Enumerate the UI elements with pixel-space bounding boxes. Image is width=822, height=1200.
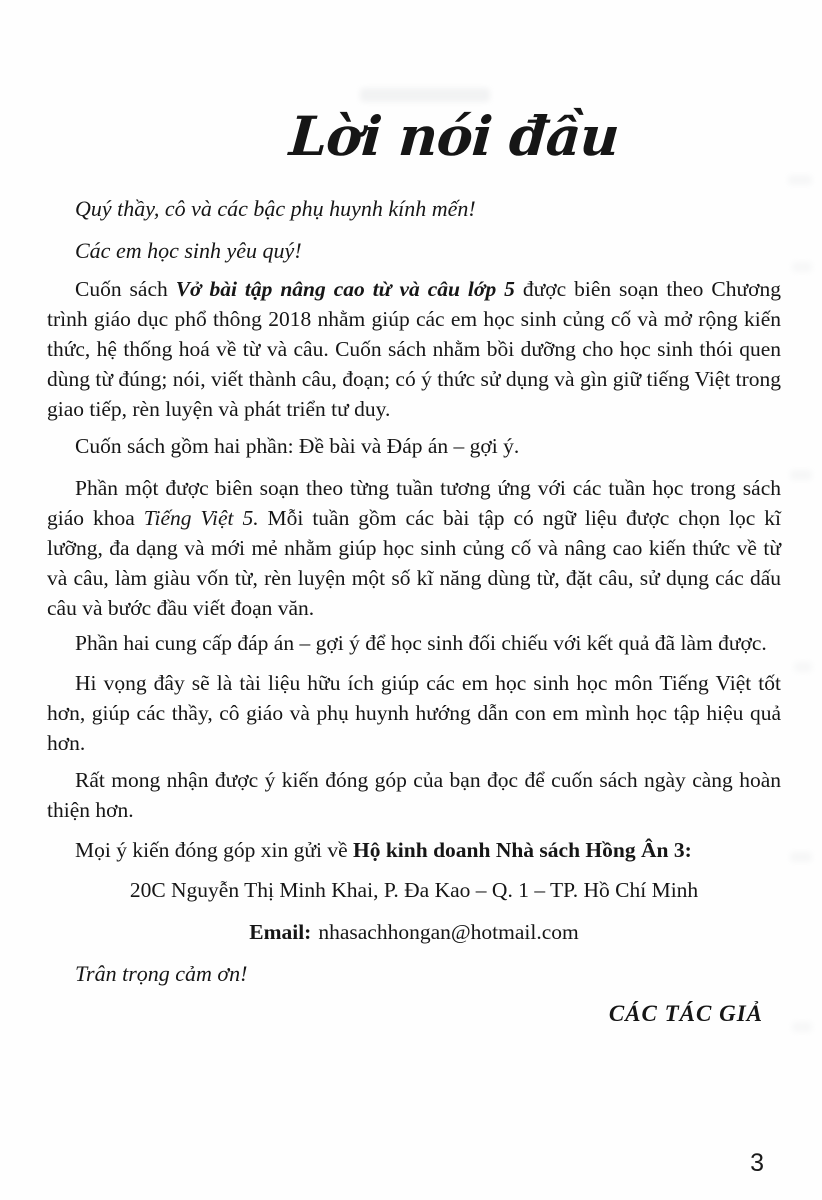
scan-bleed-artifact bbox=[792, 262, 812, 272]
page-content bbox=[47, 0, 781, 1029]
contact-pre: Mọi ý kiến đóng góp xin gửi về bbox=[75, 838, 353, 862]
authors-signature: CÁC TÁC GIẢ bbox=[608, 1001, 763, 1026]
greeting-students: Các em học sinh yêu quý! bbox=[75, 238, 302, 263]
email-line bbox=[47, 917, 781, 947]
closing-thanks: Trân trọng cảm ơn! bbox=[75, 961, 248, 986]
address-line: 20C Nguyễn Thị Minh Khai, P. Đa Kao – Q. 1 – TP. Hồ Chí Minh bbox=[129, 878, 699, 902]
page-number: 3 bbox=[750, 1149, 764, 1177]
greeting-teachers-parents: Quý thầy, cô và các bậc phụ huynh kính mến! bbox=[75, 196, 476, 221]
page-title: Lời nói đầu bbox=[287, 104, 621, 168]
email-address: nhasachhongan@hotmail.com bbox=[318, 920, 579, 944]
intro-text-post: được biên soạn theo Chương trình giáo dục phổ thông 2018 nhằm giúp các em học sinh củng cố và mở rộng kiến thức, hệ thống hoá về từ và câu. Cuốn sách nhằm bồi dưỡng cho học sinh thói quen dùng từ đúng; nói, viết thành câu, đoạn; có ý thức sử dụng và gìn giữ tiếng Việt trong giao tiếp, rèn luyện và phát triển tư duy. bbox=[47, 277, 782, 421]
intro-text-pre: Cuốn sách bbox=[75, 277, 176, 301]
scan-bleed-artifact bbox=[788, 175, 812, 185]
book-title: Vở bài tập nâng cao từ và câu lớp 5 bbox=[175, 277, 515, 301]
scan-bleed-artifact bbox=[794, 662, 812, 672]
publisher-name: Hộ kinh doanh Nhà sách Hồng Ân 3: bbox=[353, 838, 692, 862]
scan-bleed-artifact bbox=[790, 852, 812, 862]
paragraph-contact bbox=[47, 835, 781, 865]
paragraph-part-one bbox=[47, 473, 781, 623]
paragraph-structure: Cuốn sách gồm hai phần: Đề bài và Đáp án – gợi ý. bbox=[75, 434, 520, 458]
paragraph-intro bbox=[47, 274, 781, 424]
paragraph-hope: Hi vọng đây sẽ là tài liệu hữu ích giúp các em học sinh học môn Tiếng Việt tốt hơn, giúp các thầy, cô giáo và phụ huynh hướng dẫn con em mình học tập hiệu quả hơn. bbox=[47, 671, 781, 755]
scan-bleed-artifact bbox=[792, 1022, 812, 1032]
scan-bleed-artifact bbox=[790, 470, 812, 480]
textbook-title: Tiếng Việt 5. bbox=[143, 506, 259, 530]
paragraph-part-two: Phần hai cung cấp đáp án – gợi ý để học sinh đối chiếu với kết quả đã làm được. bbox=[75, 631, 767, 655]
part-one-pre: Phần một được biên soạn theo từng tuần tương ứng với các tuần học trong sách giáo khoa bbox=[47, 476, 781, 530]
email-label: Email: bbox=[249, 920, 312, 944]
part-one-post: Mỗi tuần gồm các bài tập có ngữ liệu được chọn lọc kĩ lưỡng, đa dạng và mới mẻ nhằm giúp học sinh củng cố và nâng cao kiến thức về từ và câu, làm giàu vốn từ, rèn luyện một số kĩ năng dùng từ, đặt câu, sử dụng các dấu câu và bước đầu viết đoạn văn. bbox=[47, 506, 781, 620]
paragraph-feedback: Rất mong nhận được ý kiến đóng góp của bạn đọc để cuốn sách ngày càng hoàn thiện hơn. bbox=[47, 768, 781, 822]
